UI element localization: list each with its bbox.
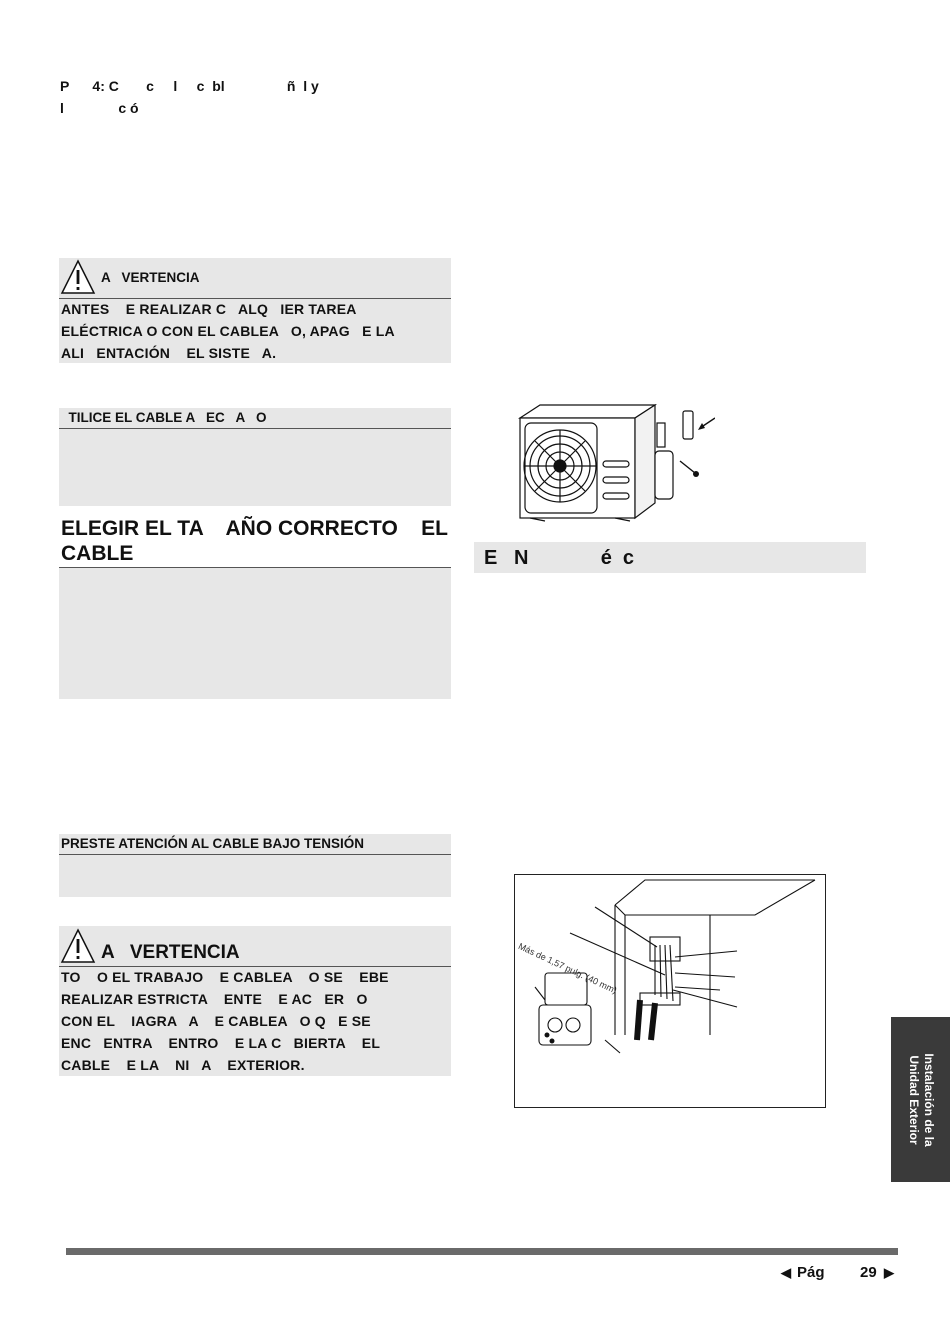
section-side-tab — [891, 1017, 950, 1182]
footer-rule — [66, 1248, 898, 1255]
outdoor-unit-illustration — [515, 403, 715, 533]
warning-2-line2: REALIZAR ESTRICTA ENTE E AC ER O — [61, 991, 368, 1007]
wiring-figure-frame — [514, 874, 826, 1108]
cable-size-content-box — [59, 568, 451, 699]
step-heading-line1: P 4: C c l c bl ñ l y — [60, 78, 319, 94]
warning-2-title: A VERTENCIA — [101, 942, 240, 963]
next-page-arrow-icon[interactable]: ▶ — [884, 1265, 894, 1280]
right-section-heading — [474, 542, 866, 573]
side-tab-line2: Unidad Exterior — [906, 1054, 921, 1145]
warning-1-title: A VERTENCIA — [101, 270, 200, 285]
warning-1-line2: ELÉCTRICA O CON EL CABLEA O, APAG E LA — [61, 323, 395, 339]
step-heading-line2: l c ó — [60, 100, 139, 116]
note-tension-title: PRESTE ATENCIÓN AL CABLE BAJO TENSIÓN — [61, 836, 365, 851]
section-cable-size-title-line2: CABLE — [61, 542, 134, 565]
section-cable-size-heading — [59, 516, 451, 568]
right-section-title: E N é c — [484, 547, 635, 569]
warning-2-line5: CABLE E LA NI A EXTERIOR. — [61, 1057, 305, 1073]
warning-2-line1: TO O EL TRABAJO E CABLEA O SE EBE — [61, 969, 389, 985]
figure-dimension-label: Más de 1,57 pulg. (40 mm) — [516, 941, 619, 996]
warning-1-line3: ALI ENTACIÓN EL SISTE A. — [61, 345, 277, 361]
warning-box-2 — [59, 926, 451, 1076]
note-tension-box — [59, 834, 451, 897]
note-cable-box — [59, 408, 451, 506]
warning-triangle-icon — [60, 259, 96, 295]
note-cable-title: TILICE EL CABLE A EC A O — [61, 410, 267, 425]
side-tab-line1: Instalación de la — [921, 1052, 936, 1147]
prev-page-arrow-icon[interactable]: ◀ — [781, 1265, 791, 1280]
warning-1-line1: ANTES E REALIZAR C ALQ IER TAREA — [61, 301, 357, 317]
warning-triangle-icon — [60, 928, 96, 964]
warning-box-1 — [59, 258, 451, 363]
page-label: Pág — [797, 1264, 825, 1281]
wiring-diagram-illustration — [515, 875, 825, 1107]
page-number: 29 — [860, 1264, 877, 1281]
section-cable-size-title-line1: ELEGIR EL TA AÑO CORRECTO EL — [61, 517, 448, 540]
warning-2-line4: ENC ENTRA ENTRO E LA C BIERTA EL — [61, 1035, 381, 1051]
warning-2-line3: CON EL IAGRA A E CABLEA O Q E SE — [61, 1013, 371, 1029]
